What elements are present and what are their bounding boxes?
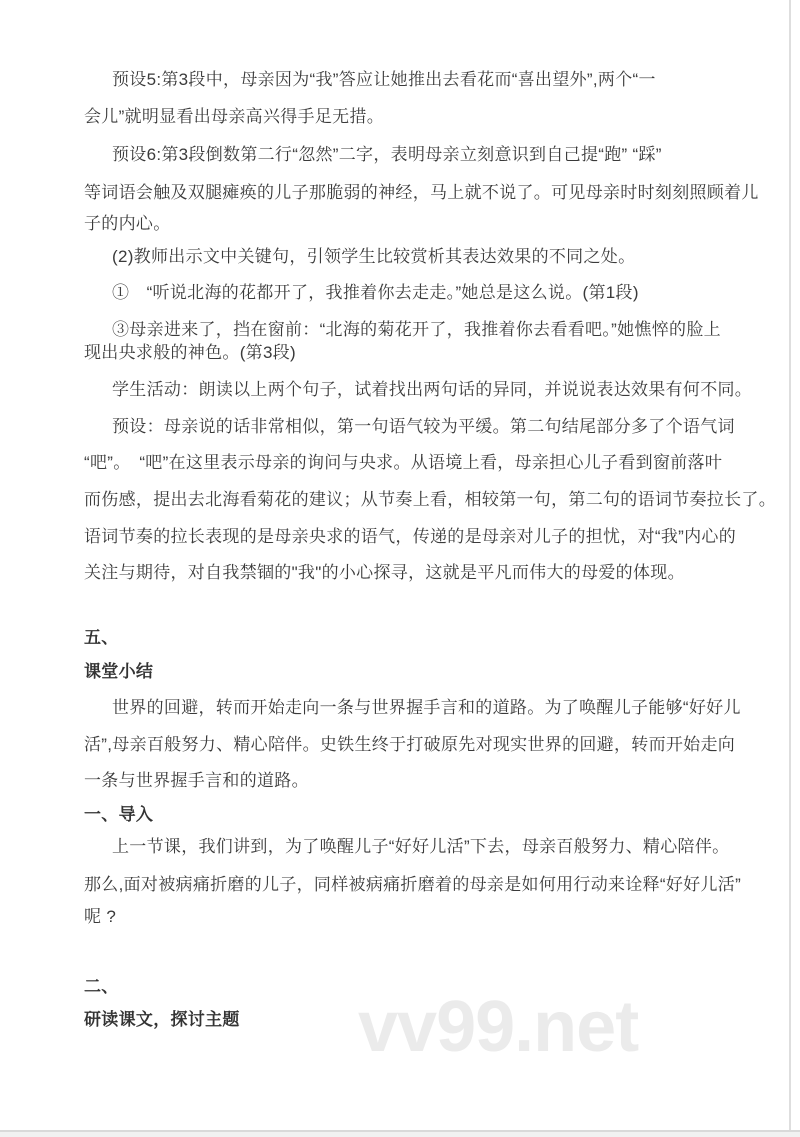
section-heading-class-summary: 课堂小结 [84,662,154,681]
text-line: 等词语会触及双腿瘫痪的儿子那脆弱的神经，马上就不说了。可见母亲时时刻刻照顾着儿 [84,183,759,202]
section-heading-two: 二、 [84,977,119,996]
text-line: ① “听说北海的花都开了，我推着你去走走。”她总是这么说。(第1段) [112,283,639,302]
text-line: 那么,面对被病痛折磨的儿子，同样被病痛折磨着的母亲是如何用行动来诠释“好好儿活” [84,875,742,894]
page-outside-area [0,1132,800,1137]
section-heading-intro: 一、导入 [84,805,154,824]
text-line: 世界的回避，转而开始走向一条与世界握手言和的道路。为了唤醒儿子能够“好好儿 [112,698,741,717]
text-line: 现出央求般的神色。(第3段) [84,343,296,362]
text-line: 子的内心。 [84,214,171,233]
text-line: 而伤感，提出去北海看菊花的建议；从节奏上看，相较第一句，第二句的语词节奏拉长了。 [84,490,776,509]
text-line: 活”,母亲百般努力、精心陪伴。史铁生终于打破原先对现实世界的回避，转而开始走向 [84,735,736,754]
text-line: 呢 ? [84,907,117,926]
text-line: 预设5:第3段中，母亲因为“我”答应让她推出去看花而“喜出望外”,两个“一 [112,70,656,89]
text-line: 关注与期待，对自我禁锢的"我"的小心探寻，这就是平凡而伟大的母爱的体现。 [84,563,685,582]
text-line: “吧”。 “吧”在这里表示母亲的询问与央求。从语境上看，母亲担心儿子看到窗前落叶 [84,453,723,472]
page-right-border [789,0,791,1131]
text-line: (2)教师出示文中关键句，引领学生比较赏析其表达效果的不同之处。 [112,247,636,266]
text-line: ③母亲进来了，挡在窗前：“北海的菊花开了，我推着你去看看吧。”她憔悴的脸上 [112,320,721,339]
section-heading-study-theme: 研读课文，探讨主题 [84,1010,240,1029]
section-heading-five: 五、 [84,628,119,647]
text-line: 上一节课，我们讲到，为了唤醒儿子“好好儿活”下去，母亲百般努力、精心陪伴。 [112,837,730,856]
text-line: 学生活动：朗读以上两个句子，试着找出两句话的异同，并说说表达效果有何不同。 [112,380,753,399]
text-line: 语词节奏的拉长表现的是母亲央求的语气，传递的是母亲对儿子的担忧，对“我”内心的 [84,527,737,546]
text-line: 会儿”就明显看出母亲高兴得手足无措。 [84,107,385,126]
text-line: 预设6:第3段倒数第二行“忽然”二字，表明母亲立刻意识到自己提“跑” “踩” [112,145,662,164]
watermark: vv99.net [358,987,639,1067]
text-line: 预设：母亲说的话非常相似，第一句语气较为平缓。第二句结尾部分多了个语气词 [112,417,735,436]
text-line: 一条与世界握手言和的道路。 [84,771,309,790]
